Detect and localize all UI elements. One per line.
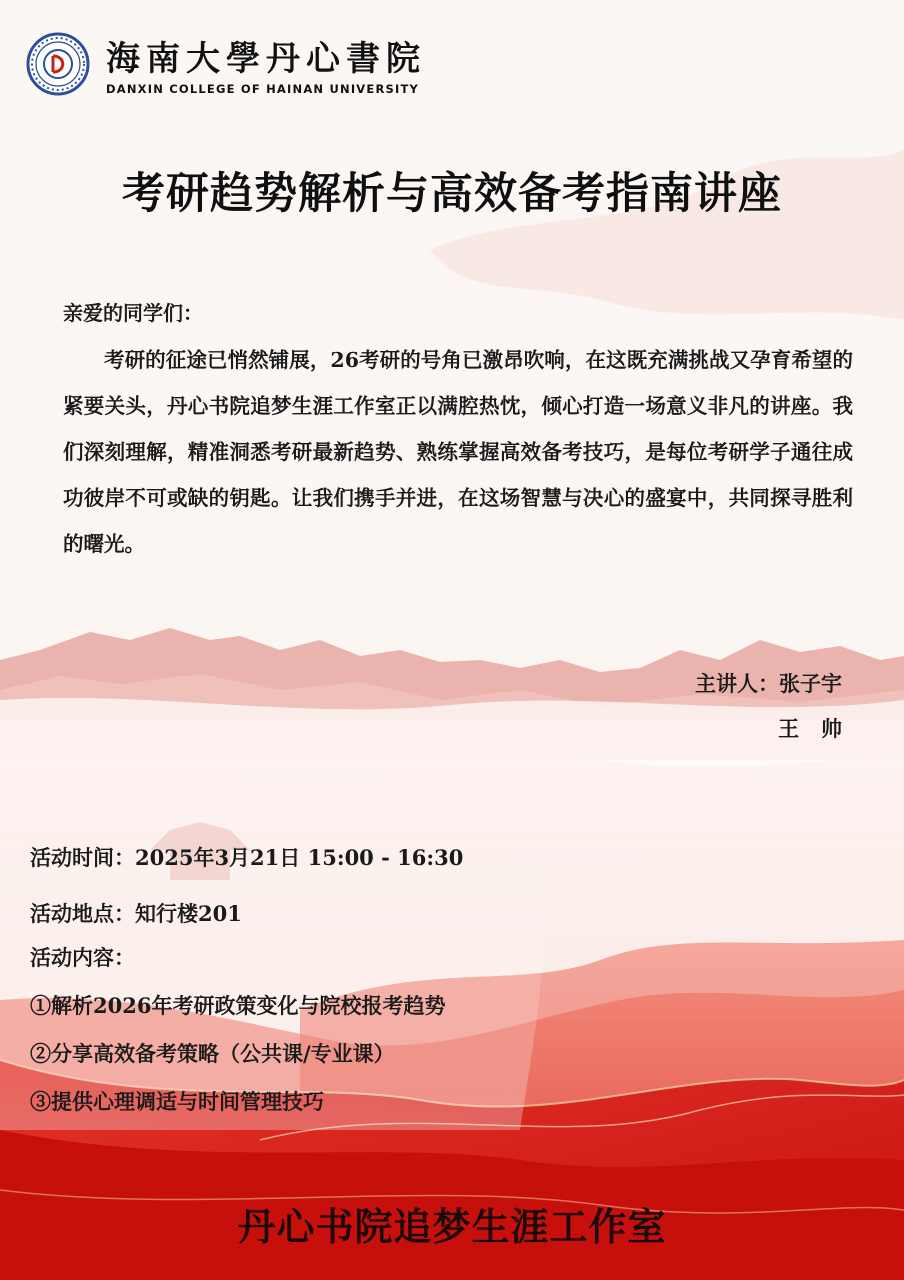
letter-greeting: 亲爱的同学们： <box>63 301 203 325</box>
speakers-block <box>695 661 842 751</box>
speaker-line-1: 主讲人：张子宇 <box>695 671 842 696</box>
logo-english-name: DANXIN COLLEGE OF HAINAN UNIVERSITY <box>106 82 420 96</box>
organizer-name: 丹心书院追梦生涯工作室 <box>237 1205 667 1249</box>
event-location: 活动地点：知行楼201 <box>30 901 242 926</box>
letter-body: 考研的征途已悄然铺展，26考研的号角已激昂吹响，在这既充满挑战又孕育希望的紧要关头，丹心书院追梦生涯工作室正以满腔热忱，倾心打造一场意义非凡的讲座。我们深刻理解，精准洞悉考研最新趋势、熟练掌握高效备考技巧，是每位考研学子通往成功彼岸不可或缺的钥匙。让我们携手并进，在这场智慧与决心的盛宴中，共同探寻胜利的曙光。 <box>63 348 853 556</box>
event-content-item: ①解析2026年考研政策变化与院校报考趋势 <box>30 993 446 1018</box>
college-seal-icon <box>26 32 90 96</box>
page-title: 考研趋势解析与高效备考指南讲座 <box>122 169 782 219</box>
event-content-item: ②分享高效备考策略（公共课/专业课） <box>30 1041 395 1066</box>
logo-chinese-name: 海南大學丹心書院 <box>106 39 426 79</box>
event-content-label: 活动内容： <box>30 945 135 970</box>
event-time: 活动时间：2025年3月21日 15:00 - 16:30 <box>30 845 464 870</box>
speaker-line-2: 王 帅 <box>778 716 842 741</box>
event-info <box>30 840 463 1132</box>
event-content-item: ③提供心理调适与时间管理技巧 <box>30 1089 324 1114</box>
